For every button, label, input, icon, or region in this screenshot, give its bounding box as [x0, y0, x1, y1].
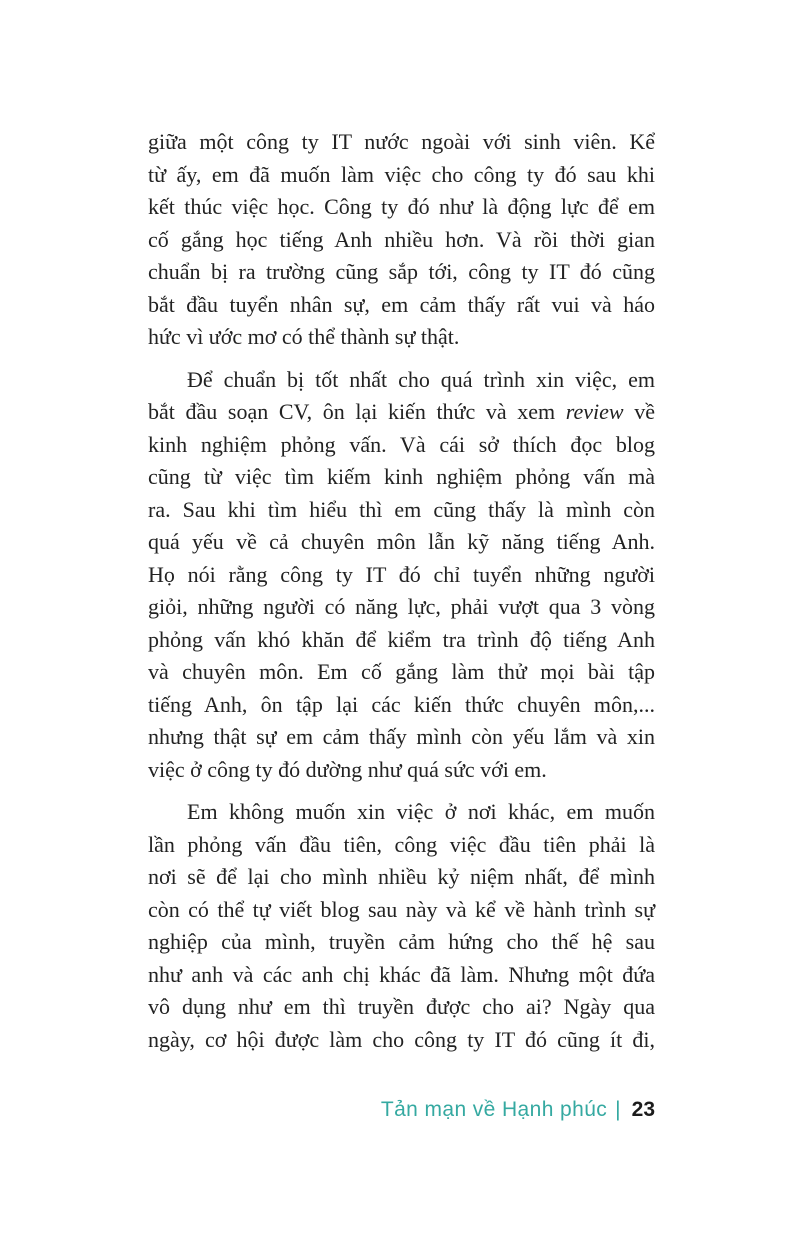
text-line: nghiệp của mình, truyền cảm hứng cho thế hệ sau [148, 929, 655, 954]
text-line: kết thúc việc học. Công ty đó như là động lực để em [148, 194, 655, 219]
text-line: Họ nói rằng công ty IT đó chỉ tuyển những người [148, 561, 655, 587]
body-text [148, 126, 655, 1056]
text-line: giỏi, những người có năng lực, phải vượt qua 3 vòng [148, 594, 655, 619]
paragraph [148, 364, 655, 787]
text-line: từ ấy, em đã muốn làm việc cho công ty đó sau khi [148, 161, 655, 187]
text-line: ra. Sau khi tìm hiểu thì em cũng thấy là mình còn [148, 496, 655, 522]
text-line: cố gắng học tiếng Anh nhiều hơn. Và rồi thời gian [148, 226, 655, 252]
text-line: ngày, cơ hội được làm cho công ty IT đó cũng ít đi, [148, 1026, 655, 1052]
text-line: bắt đầu tuyển nhân sự, em cảm thấy rất vui và háo [148, 291, 655, 317]
paragraph [148, 126, 655, 354]
page-number: 23 [631, 1098, 655, 1121]
text-line: tiếng Anh, ôn tập lại các kiến thức chuyên môn,... [148, 691, 655, 717]
text-line: giữa một công ty IT nước ngoài với sinh viên. Kể [148, 129, 655, 154]
text-line: nhưng thật sự em cảm thấy mình còn yếu lắm và xin [148, 724, 655, 749]
text-line: hức vì ước mơ có thể thành sự thật. [148, 324, 460, 349]
text-line: phỏng vấn khó khăn để kiểm tra trình độ tiếng Anh [148, 626, 655, 652]
page-footer [381, 1097, 655, 1123]
running-title: Tản mạn về Hạnh phúc [380, 1098, 608, 1121]
text-line: kinh nghiệm phỏng vấn. Và cái sở thích đọc blog [148, 431, 655, 457]
text-line: Em không muốn xin việc ở nơi khác, em muốn [187, 799, 655, 824]
paragraph [148, 796, 655, 1056]
text-line: lần phỏng vấn đầu tiên, công việc đầu tiên phải là [148, 831, 655, 857]
text-line: chuẩn bị ra trường cũng sắp tới, công ty IT đó cũng [148, 259, 655, 284]
text-line: Để chuẩn bị tốt nhất cho quá trình xin việc, em [187, 366, 655, 392]
text-line: vô dụng như em thì truyền được cho ai? Ngày qua [148, 994, 655, 1019]
text-line: bắt đầu soạn CV, ôn lại kiến thức và xem review về [148, 399, 656, 424]
footer-separator: | [615, 1098, 621, 1121]
text-line: việc ở công ty đó dường như quá sức với em. [148, 756, 547, 782]
text-line: quá yếu về cả chuyên môn lẫn kỹ năng tiếng Anh. [148, 529, 655, 554]
text-line: như anh và các anh chị khác đã làm. Nhưng một đứa [148, 961, 655, 987]
text-line: nơi sẽ để lại cho mình nhiều kỷ niệm nhất, để mình [148, 864, 655, 889]
text-line: và chuyên môn. Em cố gắng làm thử mọi bài tập [148, 659, 655, 684]
text-line: cũng từ việc tìm kiếm kinh nghiệm phỏng vấn mà [148, 464, 655, 489]
text-line: còn có thể tự viết blog sau này và kể về hành trình sự [148, 896, 655, 922]
